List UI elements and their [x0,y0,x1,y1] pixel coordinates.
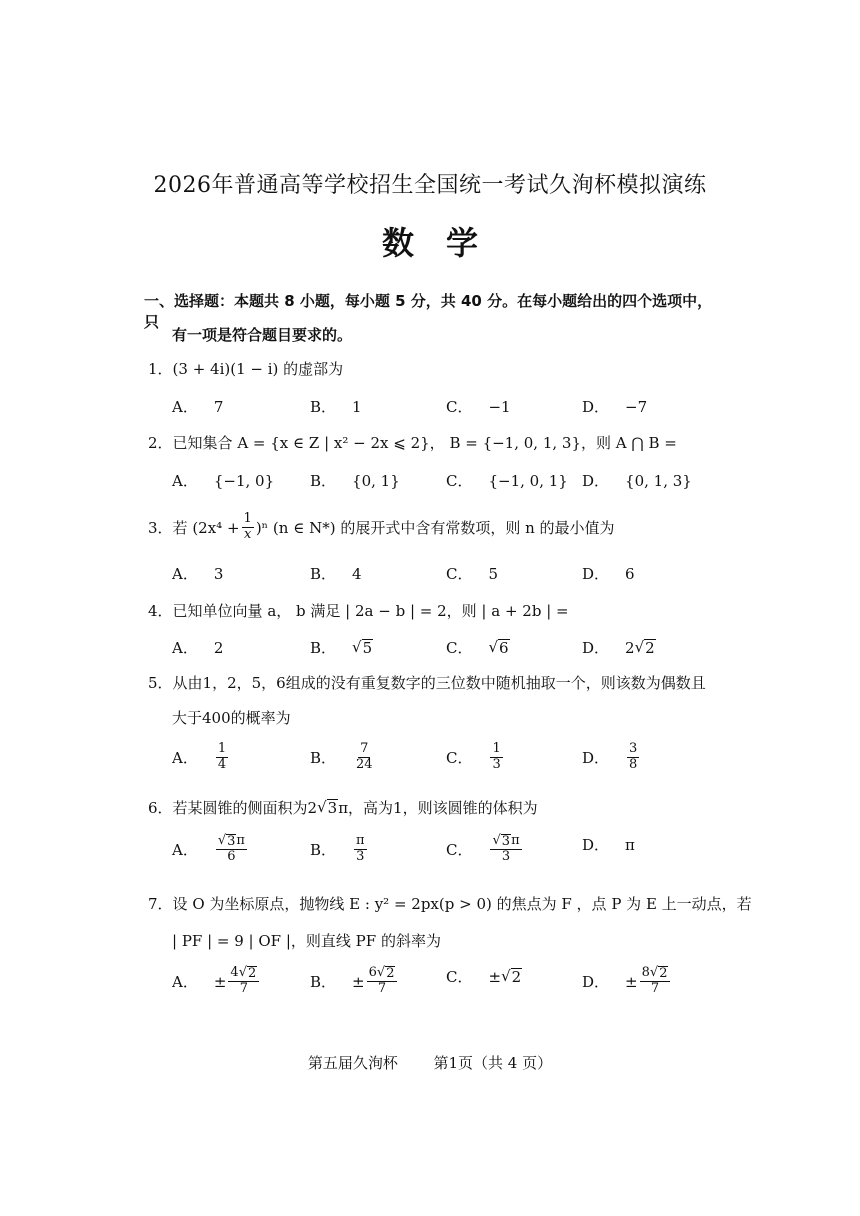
question-number: 7． [148,895,173,913]
fraction [228,966,259,997]
fraction-denominator: 7 [239,981,248,997]
question-5-line2: 大于400的概率为 [172,709,291,727]
question-2 [148,432,677,453]
radical-sign: √ [238,965,247,980]
option-label: A． [172,973,198,992]
plus-minus-sign: ± [352,972,365,991]
option-a [172,637,223,658]
fraction-denominator: x [244,526,252,542]
numerator-suffix: π [236,833,245,848]
option-c [446,563,498,584]
question-stem: 已知集合 A = {x ∈ Z | x² − 2x ⩽ 2}， B = {−1, 0, 1, 3}，则 A ⋂ B = [172,434,677,452]
fraction [216,834,247,865]
option-label: D． [582,639,610,657]
question-5-options [172,742,732,786]
option-label: C． [446,841,473,860]
fraction-numerator: 1 [492,741,501,756]
question-4 [148,600,569,621]
option-text: 2 [213,638,224,657]
fraction-denominator: 7 [377,981,387,997]
fraction-denominator: 3 [356,848,365,864]
option-a [172,966,261,997]
option-c [446,742,505,773]
fraction-denominator: 6 [227,849,236,865]
option-b [310,563,362,584]
radical-sign: √ [317,797,327,816]
option-label: B． [310,565,337,583]
coefficient: 2 [625,638,635,657]
coefficient: 8 [641,965,650,980]
option-d [582,637,656,658]
fraction-denominator: 8 [629,756,638,772]
option-b [310,742,377,773]
radical-sign: √ [492,833,501,848]
square-root [501,968,522,986]
question-7-options [172,966,732,1010]
option-text: −1 [488,397,511,416]
question-stem: (3 + 4i)(1 − i) 的虚部为 [172,360,344,378]
exam-title: 2026年普通高等学校招生全国统一考试久洵杯模拟演练 [153,173,707,198]
coefficient: 4 [230,965,239,980]
radical-sign: √ [634,637,645,656]
question-6 [148,797,538,818]
option-label: A． [172,748,198,767]
option-label: C． [446,398,473,416]
section-heading-line2: 有一项是符合题目要求的。 [172,326,353,344]
numerator-suffix: π [511,833,520,848]
option-d [582,966,672,997]
fraction-numerator [367,966,398,982]
option-text: 4 [352,564,362,583]
radicand: 2 [645,638,655,657]
option-text: 1 [352,397,362,416]
option-label: B． [310,973,337,992]
radical-sign: √ [352,637,362,656]
radical-sign: √ [376,965,386,980]
fraction [490,834,521,865]
square-root [239,966,258,981]
option-label: D． [582,565,610,583]
plus-minus-sign: ± [625,972,638,991]
page-footer [0,1052,860,1073]
option-label: D． [582,472,610,490]
question-number: 3． [148,518,173,537]
question-5-line1 [148,672,706,693]
plus-minus-sign: ± [213,972,227,991]
option-label: A． [172,398,198,416]
option-label: D． [582,836,610,854]
option-c [446,470,568,491]
option-text: {−1, 0} [213,471,275,490]
option-text: 6 [625,564,635,583]
fraction [354,742,375,773]
radicand: 2 [511,967,522,986]
square-root [352,639,373,657]
option-b [310,637,373,658]
radicand: 5 [362,638,373,657]
square-root [650,966,669,981]
option-text: {0, 1, 3} [625,471,692,490]
option-a [172,834,249,865]
question-number: 1． [148,360,173,378]
option-label: B． [310,840,337,859]
option-b [310,396,362,417]
radical-sign: √ [217,833,227,848]
radicand: 3 [327,798,338,817]
option-label: A． [172,472,198,490]
fraction [216,742,228,773]
question-stem: 从由1，2，5，6组成的没有重复数字的三位数中随机抽取一个，则该数为偶数且 [172,674,706,692]
question-stem: 设 O 为坐标原点，抛物线 E : y² = 2px(p > 0) 的焦点为 F ，点 P 为 E 上一动点，若 [172,895,752,913]
option-text: −7 [625,397,648,416]
fraction-denominator: 24 [356,756,373,772]
option-b [310,966,399,997]
subject-title: 数学 [381,224,510,262]
radicand: 2 [659,966,668,981]
question-2-options [172,470,732,514]
option-a [172,470,274,491]
fraction-denominator: 3 [492,756,501,772]
option-d [582,470,692,491]
plus-minus-sign: ± [488,967,502,986]
section-heading-line1: 一、选择题：本题共 8 小题，每小题 5 分，共 40 分。在每小题给出的四个选项中，只 [144,292,713,331]
option-d [582,396,647,417]
fraction-numerator [216,834,247,850]
square-root [635,639,656,657]
inline-fraction [242,512,254,543]
option-text: {0, 1} [352,471,400,490]
radicand: 2 [248,966,257,981]
option-label: C． [446,968,473,986]
option-a [172,396,223,417]
fraction-denominator: 3 [501,849,511,865]
question-stem-post: π，高为1，则该圆锥的体积为 [338,799,538,817]
option-text: π [625,835,635,854]
fraction-denominator: 4 [217,756,227,772]
question-number: 4． [148,602,173,620]
fraction-numerator [228,966,259,982]
radical-sign: √ [488,637,499,656]
option-b [310,834,369,865]
option-label: C． [446,748,473,767]
option-b [310,470,400,491]
coefficient: 6 [368,965,377,980]
option-label: C． [446,639,473,657]
option-d [582,563,635,584]
option-label: A． [172,841,198,860]
option-label: B． [310,639,337,657]
option-label: D． [582,748,610,767]
fraction-numerator: 7 [360,741,369,756]
option-label: B． [310,748,337,767]
option-label: C． [446,565,473,583]
question-number: 2． [148,434,173,452]
question-stem-post: )ⁿ (n ∈ N*) 的展开式中含有常数项，则 n 的最小值为 [255,518,615,537]
square-root [488,639,509,657]
radicand: 6 [499,638,509,657]
option-text: 3 [213,564,224,583]
option-c [446,637,510,658]
option-c [446,396,511,417]
radical-sign: √ [649,965,659,980]
option-c [446,966,522,987]
page-number: 第1页（共 4 页） [433,1054,553,1072]
radicand: 3 [501,834,511,849]
option-d [582,834,635,855]
option-label: C． [446,472,473,490]
question-7-line1 [148,893,752,914]
fraction-denominator: 7 [650,981,660,997]
fraction-numerator: 1 [243,511,252,526]
question-stem: 已知单位向量 a， b 满足 | 2a − b | = 2，则 | a + 2b | = [172,602,569,620]
option-d [582,742,641,773]
fraction-numerator: 1 [217,741,227,756]
fraction-numerator [640,966,671,982]
radical-sign: √ [501,966,511,985]
contest-name: 第五届久洵杯 [307,1054,398,1072]
option-text: 5 [488,564,499,583]
option-text: {−1, 0, 1} [488,471,568,490]
square-root [492,834,511,849]
fraction [367,966,398,997]
question-3 [148,512,615,543]
option-label: D． [582,973,610,992]
question-number: 5． [148,674,173,692]
option-a [172,563,223,584]
option-label: D． [582,398,610,416]
option-text: 7 [213,397,224,416]
fraction [490,742,502,773]
question-7-line2: | PF | = 9 | OF |，则直线 PF 的斜率为 [172,932,441,950]
fraction-numerator: 3 [629,741,638,756]
option-label: B． [310,398,337,416]
fraction [627,742,639,773]
radicand: 2 [386,966,395,981]
question-6-options [172,834,732,878]
question-stem-pre: 若 (2x⁴ + [172,518,240,537]
option-a [172,742,230,773]
option-c [446,834,524,865]
square-root [317,799,338,817]
fraction-numerator [490,834,521,850]
option-label: B． [310,472,337,490]
square-root [377,966,396,981]
question-1 [148,358,343,379]
fraction [640,966,671,997]
fraction [354,834,367,865]
question-stem-pre: 若某圆锥的侧面积为2 [172,799,318,817]
square-root [218,834,237,849]
question-number: 6． [148,799,173,817]
option-label: A． [172,565,198,583]
option-label: A． [172,639,198,657]
radicand: 3 [227,834,236,849]
fraction-numerator: π [356,833,365,848]
